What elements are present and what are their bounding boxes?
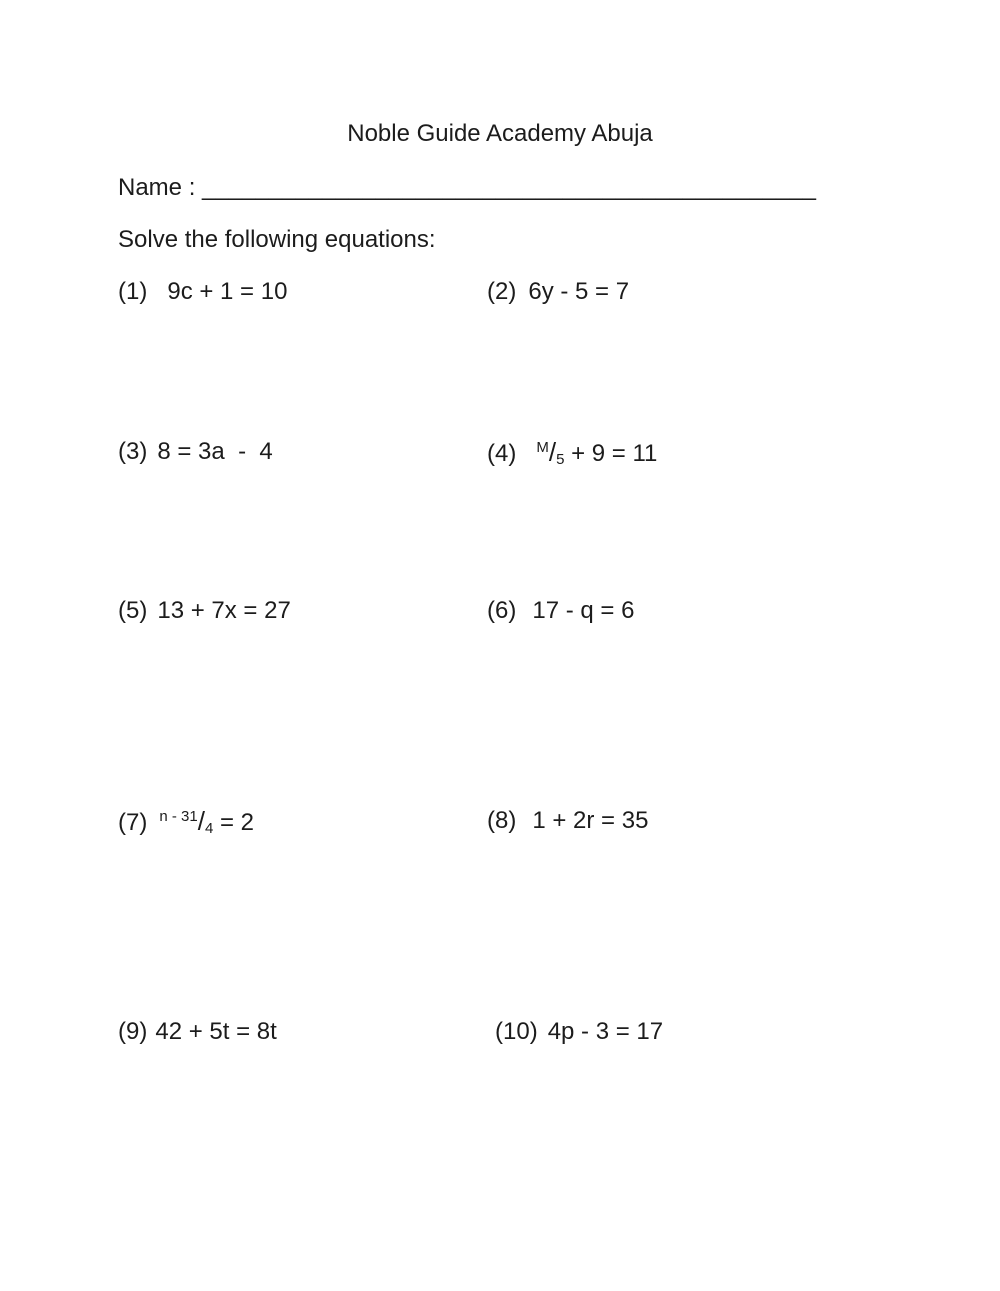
problem-8 xyxy=(487,806,648,836)
problem-5-number: (5) xyxy=(118,597,148,624)
instructions: Solve the following equations: xyxy=(118,226,436,253)
problem-3-equation: 8 = 3a - 4 xyxy=(157,438,273,465)
problem-7 xyxy=(118,806,254,841)
fraction-slash: / xyxy=(197,806,205,836)
problem-6-equation: 17 - q = 6 xyxy=(532,597,635,624)
problem-1 xyxy=(118,277,287,307)
problem-2 xyxy=(487,277,629,307)
fraction-numerator: M xyxy=(536,439,549,456)
problem-4-number: (4) xyxy=(487,440,517,467)
problem-8-equation: 1 + 2r = 35 xyxy=(532,807,649,834)
problem-5-equation: 13 + 7x = 27 xyxy=(157,597,291,624)
problem-2-equation: 6y - 5 = 7 xyxy=(528,278,630,305)
problem-9-equation: 42 + 5t = 8t xyxy=(155,1018,277,1045)
name-label: Name : xyxy=(118,174,203,201)
problem-7-equation-rest: = 2 xyxy=(213,809,254,836)
fraction-denominator: 5 xyxy=(556,451,565,468)
problem-10-number: (10) xyxy=(495,1018,538,1045)
problem-10-equation: 4p - 3 = 17 xyxy=(547,1018,664,1045)
page-title: Noble Guide Academy Abuja xyxy=(347,120,653,147)
name-row xyxy=(118,173,816,203)
problem-7-equation xyxy=(159,806,254,841)
problem-5 xyxy=(118,596,291,626)
problem-8-number: (8) xyxy=(487,807,517,834)
problem-9 xyxy=(118,1017,277,1047)
problem-4-equation-rest: + 9 = 11 xyxy=(564,440,658,467)
problem-1-equation: 9c + 1 = 10 xyxy=(167,278,288,305)
problem-10 xyxy=(495,1017,663,1047)
problem-6 xyxy=(487,596,634,626)
problem-4-equation xyxy=(536,437,657,472)
fraction-slash: / xyxy=(548,437,557,467)
problem-9-number: (9) xyxy=(118,1018,148,1045)
problem-4 xyxy=(487,437,657,472)
problem-7-number: (7) xyxy=(118,809,148,836)
fraction-numerator: n - 31 xyxy=(159,808,198,825)
problem-2-number: (2) xyxy=(487,278,517,305)
problem-3-number: (3) xyxy=(118,438,148,465)
problem-3 xyxy=(118,437,273,467)
problem-6-number: (6) xyxy=(487,597,517,624)
name-blank-line: ______________________________________________ xyxy=(202,174,817,201)
fraction-denominator: 4 xyxy=(204,820,214,837)
problem-1-number: (1) xyxy=(118,278,148,305)
